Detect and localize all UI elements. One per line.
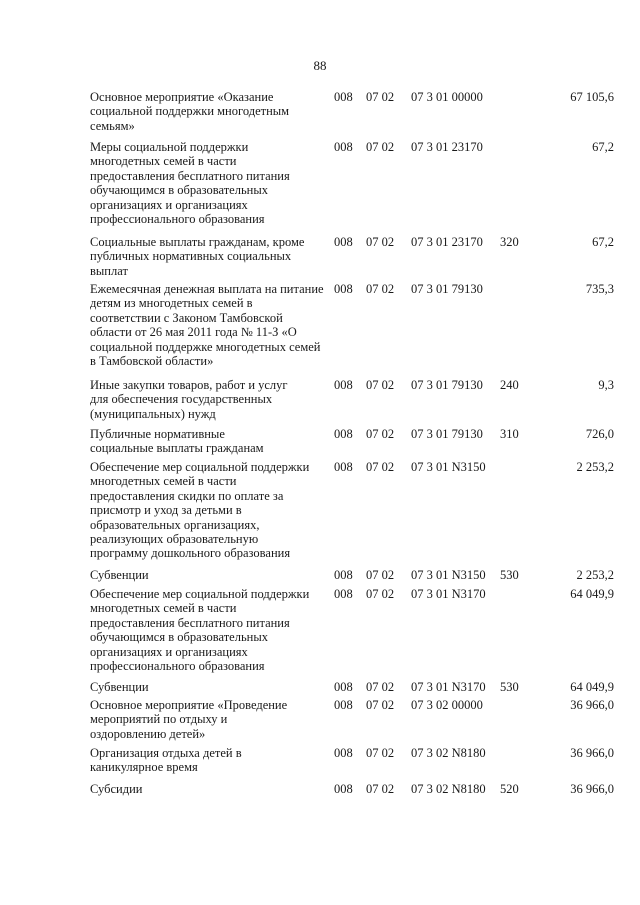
section-code: 07 02 [366, 282, 395, 296]
section-code: 07 02 [366, 140, 395, 154]
row-name: Обеспечение мер социальной поддержки многодетных семей в части предоставления скидки по оплате за присмотр и уход за детьми в образовательных организациях, реализующих образовательную программу дошкольного образования [90, 460, 310, 561]
row-name: Ежемесячная денежная выплата на питание детям из многодетных семей в соответствии с Законом Тамбовской области от 26 мая 2011 года № 11-З «О социальной поддержке многодетных семей в Тамбовской области» [90, 282, 324, 369]
row-name: Публичные нормативные социальные выплаты гражданам [90, 427, 264, 456]
admin-code: 008 [334, 140, 353, 154]
amount: 64 049,9 [570, 587, 614, 601]
section-code: 07 02 [366, 460, 395, 474]
admin-code: 008 [334, 90, 353, 104]
row-name: Основное мероприятие «Проведение мероприятий по отдыху и оздоровлению детей» [90, 698, 288, 741]
amount: 2 253,2 [576, 568, 614, 582]
amount: 36 966,0 [570, 698, 614, 712]
admin-code: 008 [334, 235, 353, 249]
row-name: Обеспечение мер социальной поддержки многодетных семей в части предоставления бесплатного питания обучающимся в образовательных организациях и организациях профессионального образования [90, 587, 310, 674]
section-code: 07 02 [366, 782, 395, 796]
amount: 67,2 [592, 140, 614, 154]
row-name: Иные закупки товаров, работ и услуг для обеспечения государственных (муниципальных) нужд [90, 378, 288, 421]
row-name: Организация отдыха детей в каникулярное время [90, 746, 242, 775]
admin-code: 008 [334, 746, 353, 760]
amount: 64 049,9 [570, 680, 614, 694]
admin-code: 008 [334, 698, 353, 712]
program-code: 07 3 01 23170 [411, 140, 483, 154]
amount: 36 966,0 [570, 746, 614, 760]
section-code: 07 02 [366, 746, 395, 760]
admin-code: 008 [334, 378, 353, 392]
section-code: 07 02 [366, 90, 395, 104]
program-code: 07 3 01 00000 [411, 90, 483, 104]
program-code: 07 3 01 79130 [411, 378, 483, 392]
section-code: 07 02 [366, 680, 395, 694]
expense-type-code: 320 [500, 235, 519, 249]
program-code: 07 3 01 79130 [411, 282, 483, 296]
program-code: 07 3 02 N8180 [411, 746, 486, 760]
admin-code: 008 [334, 782, 353, 796]
row-name: Субсидии [90, 782, 143, 796]
row-name: Основное мероприятие «Оказание социальной поддержки многодетным семьям» [90, 90, 290, 133]
section-code: 07 02 [366, 427, 395, 441]
admin-code: 008 [334, 427, 353, 441]
program-code: 07 3 01 N3170 [411, 680, 486, 694]
amount: 726,0 [585, 427, 614, 441]
program-code: 07 3 01 79130 [411, 427, 483, 441]
amount: 9,3 [598, 378, 614, 392]
section-code: 07 02 [366, 587, 395, 601]
amount: 735,3 [585, 282, 614, 296]
expense-type-code: 520 [500, 782, 519, 796]
section-code: 07 02 [366, 698, 395, 712]
section-code: 07 02 [366, 235, 395, 249]
program-code: 07 3 01 N3170 [411, 587, 486, 601]
program-code: 07 3 01 23170 [411, 235, 483, 249]
amount: 67,2 [592, 235, 614, 249]
expense-type-code: 530 [500, 680, 519, 694]
page-number: 88 [313, 58, 327, 73]
expense-type-code: 530 [500, 568, 519, 582]
program-code: 07 3 01 N3150 [411, 460, 486, 474]
program-code: 07 3 02 N8180 [411, 782, 486, 796]
amount: 67 105,6 [570, 90, 614, 104]
admin-code: 008 [334, 568, 353, 582]
row-name: Субвенции [90, 568, 149, 582]
admin-code: 008 [334, 587, 353, 601]
program-code: 07 3 02 00000 [411, 698, 483, 712]
row-name: Социальные выплаты гражданам, кроме публичных нормативных социальных выплат [90, 235, 305, 278]
expense-type-code: 240 [500, 378, 519, 392]
admin-code: 008 [334, 282, 353, 296]
section-code: 07 02 [366, 568, 395, 582]
expense-type-code: 310 [500, 427, 519, 441]
admin-code: 008 [334, 460, 353, 474]
section-code: 07 02 [366, 378, 395, 392]
row-name: Меры социальной поддержки многодетных семей в части предоставления бесплатного питания обучающимся в образовательных организациях и организациях профессионального образования [90, 140, 290, 227]
row-name: Субвенции [90, 680, 149, 694]
amount: 2 253,2 [576, 460, 614, 474]
admin-code: 008 [334, 680, 353, 694]
amount: 36 966,0 [570, 782, 614, 796]
program-code: 07 3 01 N3150 [411, 568, 486, 582]
